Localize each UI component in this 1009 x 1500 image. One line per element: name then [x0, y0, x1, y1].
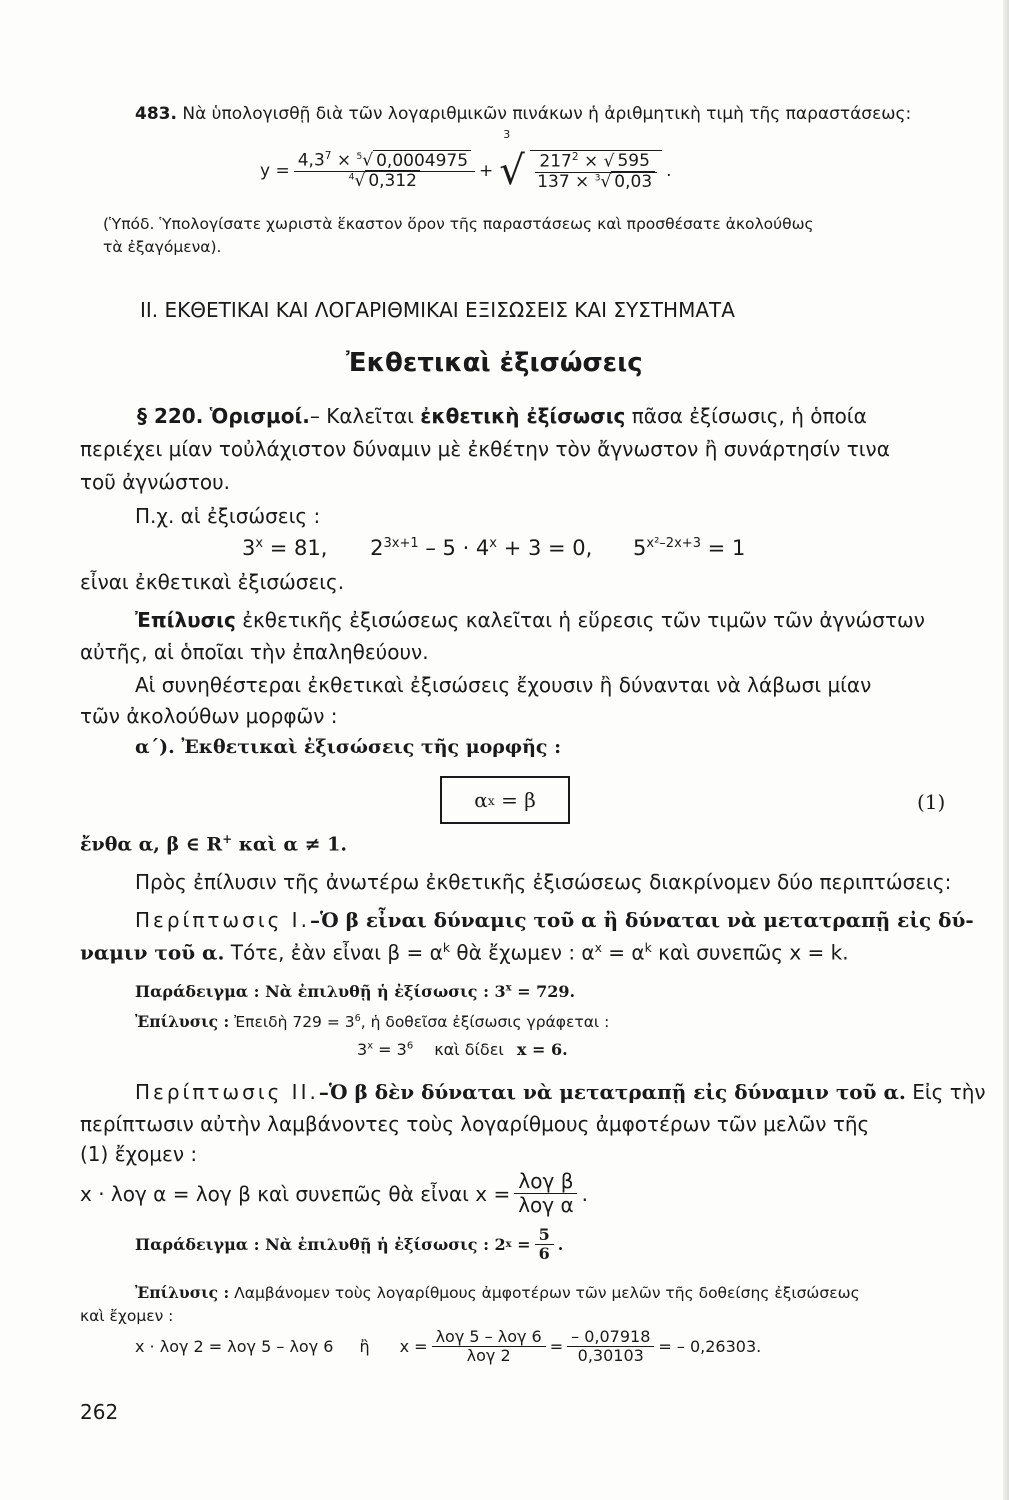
- denominator: λογ 2: [466, 1346, 511, 1366]
- box-exp: x: [487, 792, 495, 808]
- label: Ἐπίλυσις :: [135, 1012, 230, 1031]
- example-equations: [242, 536, 745, 560]
- section-label: § 220.: [137, 404, 204, 428]
- box-base: α: [474, 788, 488, 812]
- condition: [80, 832, 347, 855]
- two-cases: Πρὸς ἐπίλυσιν τῆς ἀνωτέρω ἐκθετικῆς ἐξισώσεως διακρίνομεν δύο περιπτώσεις:: [135, 870, 952, 894]
- numerator: λογ 5 – λογ 6: [432, 1328, 546, 1347]
- eq2-end: + 3 = 0,: [503, 536, 593, 560]
- page-number: 262: [80, 1400, 119, 1424]
- text: = α: [608, 940, 645, 965]
- num-base: 217: [539, 151, 572, 172]
- sup: 6: [406, 1040, 414, 1052]
- eq3-exp: x²–2x+3: [646, 536, 701, 551]
- bold-term: ἐκθετικὴ ἐξίσωσις: [420, 404, 626, 428]
- radicand: 0,312: [365, 170, 420, 191]
- radicand: 595: [614, 150, 652, 171]
- radicand: 0,0004975: [373, 150, 471, 171]
- num-exp: 7: [324, 150, 332, 163]
- text: καὶ συνεπῶς x = k.: [658, 940, 849, 965]
- example-2-solution-2: καὶ ἔχομεν :: [80, 1307, 174, 1325]
- sup: +: [222, 832, 233, 846]
- paragraph-220-line-3: τοῦ ἀγνώστου.: [80, 470, 231, 494]
- common-forms-2: τῶν ἀκολούθων μορφῶν :: [80, 704, 338, 728]
- exercise-number: 483.: [135, 104, 177, 124]
- text: Τότε, ἐὰν εἶναι β = α: [230, 940, 443, 965]
- case-2-line-2: περίπτωσιν αὐτὴν λαμβάνοντες τοὺς λογαρίθμους ἀμφοτέρων τῶν μελῶν τῆς: [80, 1112, 870, 1136]
- example-1: [135, 982, 575, 1001]
- page-edge-shadow: [1003, 0, 1009, 1500]
- sup: k: [644, 940, 652, 955]
- formula-lhs: y =: [260, 161, 290, 181]
- fraction-1-denominator: $^4$√ 0,312: [345, 172, 424, 192]
- solution-definition-1: [135, 608, 925, 632]
- sup: 6: [354, 1012, 361, 1024]
- equation-number: (1): [917, 790, 946, 814]
- example-2: [135, 1226, 563, 1264]
- formula-fraction-1: [294, 150, 475, 192]
- sup: k: [442, 940, 450, 955]
- radicand: 0,03: [611, 171, 655, 192]
- cube-root: [499, 128, 666, 194]
- case-2-formula: [80, 1170, 588, 1217]
- paragraph-220-line-2: περιέχει μίαν τοὐλάχιστον δύναμιν μὲ ἐκθέτην τὸν ἄγνωστον ἢ συνάρτησίν τινα: [80, 437, 890, 461]
- exercise-483: [135, 104, 911, 124]
- text: Ἐπειδὴ 729 = 3: [234, 1013, 355, 1031]
- text: Παράδειγμα : Νὰ ἐπιλυθῇ ἡ ἐξίσωσις : 2: [135, 1235, 506, 1255]
- bold-text: ναμιν τοῦ α.: [80, 940, 225, 965]
- num-exp: 2: [571, 150, 579, 163]
- exercise-hint-2: τὰ ἐξαγόμενα).: [103, 238, 222, 256]
- text: , ἡ δοθεῖσα ἐξίσωσις γράφεται :: [360, 1013, 610, 1031]
- chapter-heading: II. ΕΚΘΕΤΙΚΑΙ ΚΑΙ ΛΟΓΑΡΙΘΜΙΚΑΙ ΕΞΙΣΩΣΕΙΣ ΚΑΙ ΣΥΣΤΗΜΑΤΑ: [140, 298, 735, 322]
- examples-outro: εἶναι ἐκθετικαὶ ἐξισώσεις.: [80, 570, 345, 594]
- common-forms-1: Αἱ συνηθέστεραι ἐκθετικαὶ ἐξισώσεις ἔχουσιν ἢ δύνανται νὰ λάβωσι μίαν: [135, 673, 872, 697]
- case-2-line-3: (1) ἔχομεν :: [80, 1142, 198, 1166]
- sup: x: [594, 940, 602, 955]
- numerator: – 0,07918: [567, 1328, 654, 1347]
- denominator: λογ α: [518, 1193, 574, 1217]
- eq2-base: 2: [370, 536, 384, 560]
- case-1-line-2: [80, 940, 849, 965]
- calc-fraction-1: [432, 1328, 546, 1366]
- num-base: 4,3: [297, 150, 325, 171]
- text: πᾶσα ἐξίσωσις, ἡ ὁποία: [631, 404, 867, 428]
- text: ἢ: [359, 1337, 370, 1357]
- fraction-1-numerator: $4,3^7 \times ^5√$ 0,0004975: [294, 150, 475, 172]
- text: = 3: [378, 1040, 407, 1059]
- eq1-base: 3: [242, 536, 256, 560]
- cube-root-index: 3: [503, 128, 511, 141]
- root-index: 3: [594, 173, 601, 184]
- text: x · λογ 2 = λογ 5 – λογ 6: [135, 1337, 334, 1357]
- bold-text: –Ὁ β δὲν δύναται νὰ μετατραπῇ εἰς δύναμιν τοῦ α.: [318, 1080, 906, 1104]
- formula-fraction-2: [530, 150, 662, 193]
- solution-definition-2: αὐτῆς, αἱ ὁποῖαι τὴν ἐπαληθεύουν.: [80, 640, 429, 664]
- text: καὶ α ≠ 1.: [238, 833, 347, 856]
- example-1-solution: [135, 1012, 609, 1031]
- numerator: λογ β: [514, 1170, 577, 1194]
- fraction-2-numerator: $217^2$ × √ 595: [535, 151, 657, 173]
- paragraph-220-line-1: [137, 404, 867, 428]
- eq1-exp: x: [255, 536, 264, 551]
- text: = 729.: [517, 982, 576, 1001]
- text: θὰ ἔχωμεν : α: [456, 940, 595, 965]
- text: x · λογ α = λογ β καὶ συνεπῶς θὰ εἶναι x =: [80, 1181, 511, 1206]
- sup: x: [505, 982, 512, 994]
- section-term: Ὁρισμοί.: [209, 404, 310, 428]
- exercise-hint-1: (Ὑπόδ. Ὑπολογίσατε χωριστὰ ἕκαστον ὅρον τῆς παραστάσεως καὶ προσθέσατε ἀκολούθως: [103, 215, 814, 233]
- eq2-exp2: x: [489, 536, 497, 551]
- exercise-formula: [260, 128, 672, 194]
- section-title: Ἐκθετικαὶ ἐξισώσεις: [346, 348, 643, 378]
- example-1-result: [357, 1040, 568, 1059]
- boxed-equation: [440, 776, 570, 824]
- label: Ἐπίλυσις :: [135, 1283, 230, 1302]
- eq1-rest: = 81,: [269, 536, 328, 560]
- den-base: 137 ×: [537, 171, 590, 192]
- eq2-rest: – 5 · 4: [425, 536, 490, 560]
- exercise-text: Νὰ ὑπολογισθῇ διὰ τῶν λογαριθμικῶν πινάκων ἡ ἀριθμητικὴ τιμὴ τῆς παραστάσεως:: [182, 104, 912, 124]
- denominator: 0,30103: [577, 1346, 644, 1366]
- text: ἐκθετικῆς ἐξισώσεως καλεῖται ἡ εὕρεσις τῶν τιμῶν τῶν ἀγνώστων: [242, 608, 925, 632]
- box-rest: = β: [501, 788, 536, 812]
- examples-intro: Π.χ. αἱ ἐξισώσεις :: [135, 504, 321, 528]
- example-2-fraction: [535, 1226, 554, 1264]
- case-2-line-1: [135, 1080, 986, 1104]
- radical-sign: √: [499, 148, 525, 194]
- eq3-rest: = 1: [707, 536, 746, 560]
- case-1-line-1: [135, 908, 974, 932]
- bold-term: Ἐπίλυσις: [135, 608, 236, 632]
- text: =: [517, 1235, 531, 1255]
- text: .: [557, 1235, 564, 1255]
- text: =: [549, 1337, 564, 1357]
- formula-end: .: [666, 161, 672, 181]
- text: – Καλεῖται: [309, 404, 414, 428]
- text: .: [581, 1181, 589, 1206]
- text: καὶ δίδει: [434, 1040, 504, 1059]
- text: Εἰς τὴν: [912, 1080, 986, 1104]
- form-a-title: α΄). Ἐκθετικαὶ ἐξισώσεις τῆς μορφῆς :: [135, 736, 562, 758]
- text: x =: [399, 1337, 428, 1357]
- case-label: Περίπτωσις I.: [135, 908, 310, 932]
- formula-plus: +: [479, 161, 494, 181]
- bold-text: –Ὁ β εἶναι δύναμις τοῦ α ἢ δύναται νὰ μετατραπῇ εἰς δύ-: [309, 908, 974, 932]
- root-index: 5: [356, 152, 363, 163]
- sup: x: [367, 1040, 374, 1052]
- example-2-calculation: [135, 1328, 761, 1366]
- text: 3: [357, 1040, 368, 1059]
- example-2-solution: [135, 1283, 860, 1302]
- sup: x: [505, 1239, 512, 1251]
- eq3-base: 5: [633, 536, 647, 560]
- text: ἔνθα α, β ∈ R: [80, 833, 223, 856]
- denominator: 6: [538, 1244, 550, 1264]
- text: Λαμβάνομεν τοὺς λογαρίθμους ἀμφοτέρων τῶν μελῶν τῆς δοθείσης ἐξισώσεως: [234, 1284, 860, 1302]
- numerator: 5: [535, 1226, 554, 1245]
- text: = – 0,26303.: [658, 1337, 762, 1357]
- case-label: Περίπτωσις II.: [135, 1080, 319, 1104]
- text: x = 6.: [516, 1040, 568, 1059]
- text: Παράδειγμα : Νὰ ἐπιλυθῇ ἡ ἐξίσωσις : 3: [135, 982, 506, 1001]
- calc-fraction-2: [567, 1328, 654, 1366]
- log-fraction: [514, 1170, 577, 1217]
- eq2-exp: 3x+1: [383, 536, 419, 551]
- root-index: 4: [348, 172, 355, 183]
- fraction-2-denominator: 137 × $^3$√ 0,03: [533, 173, 659, 193]
